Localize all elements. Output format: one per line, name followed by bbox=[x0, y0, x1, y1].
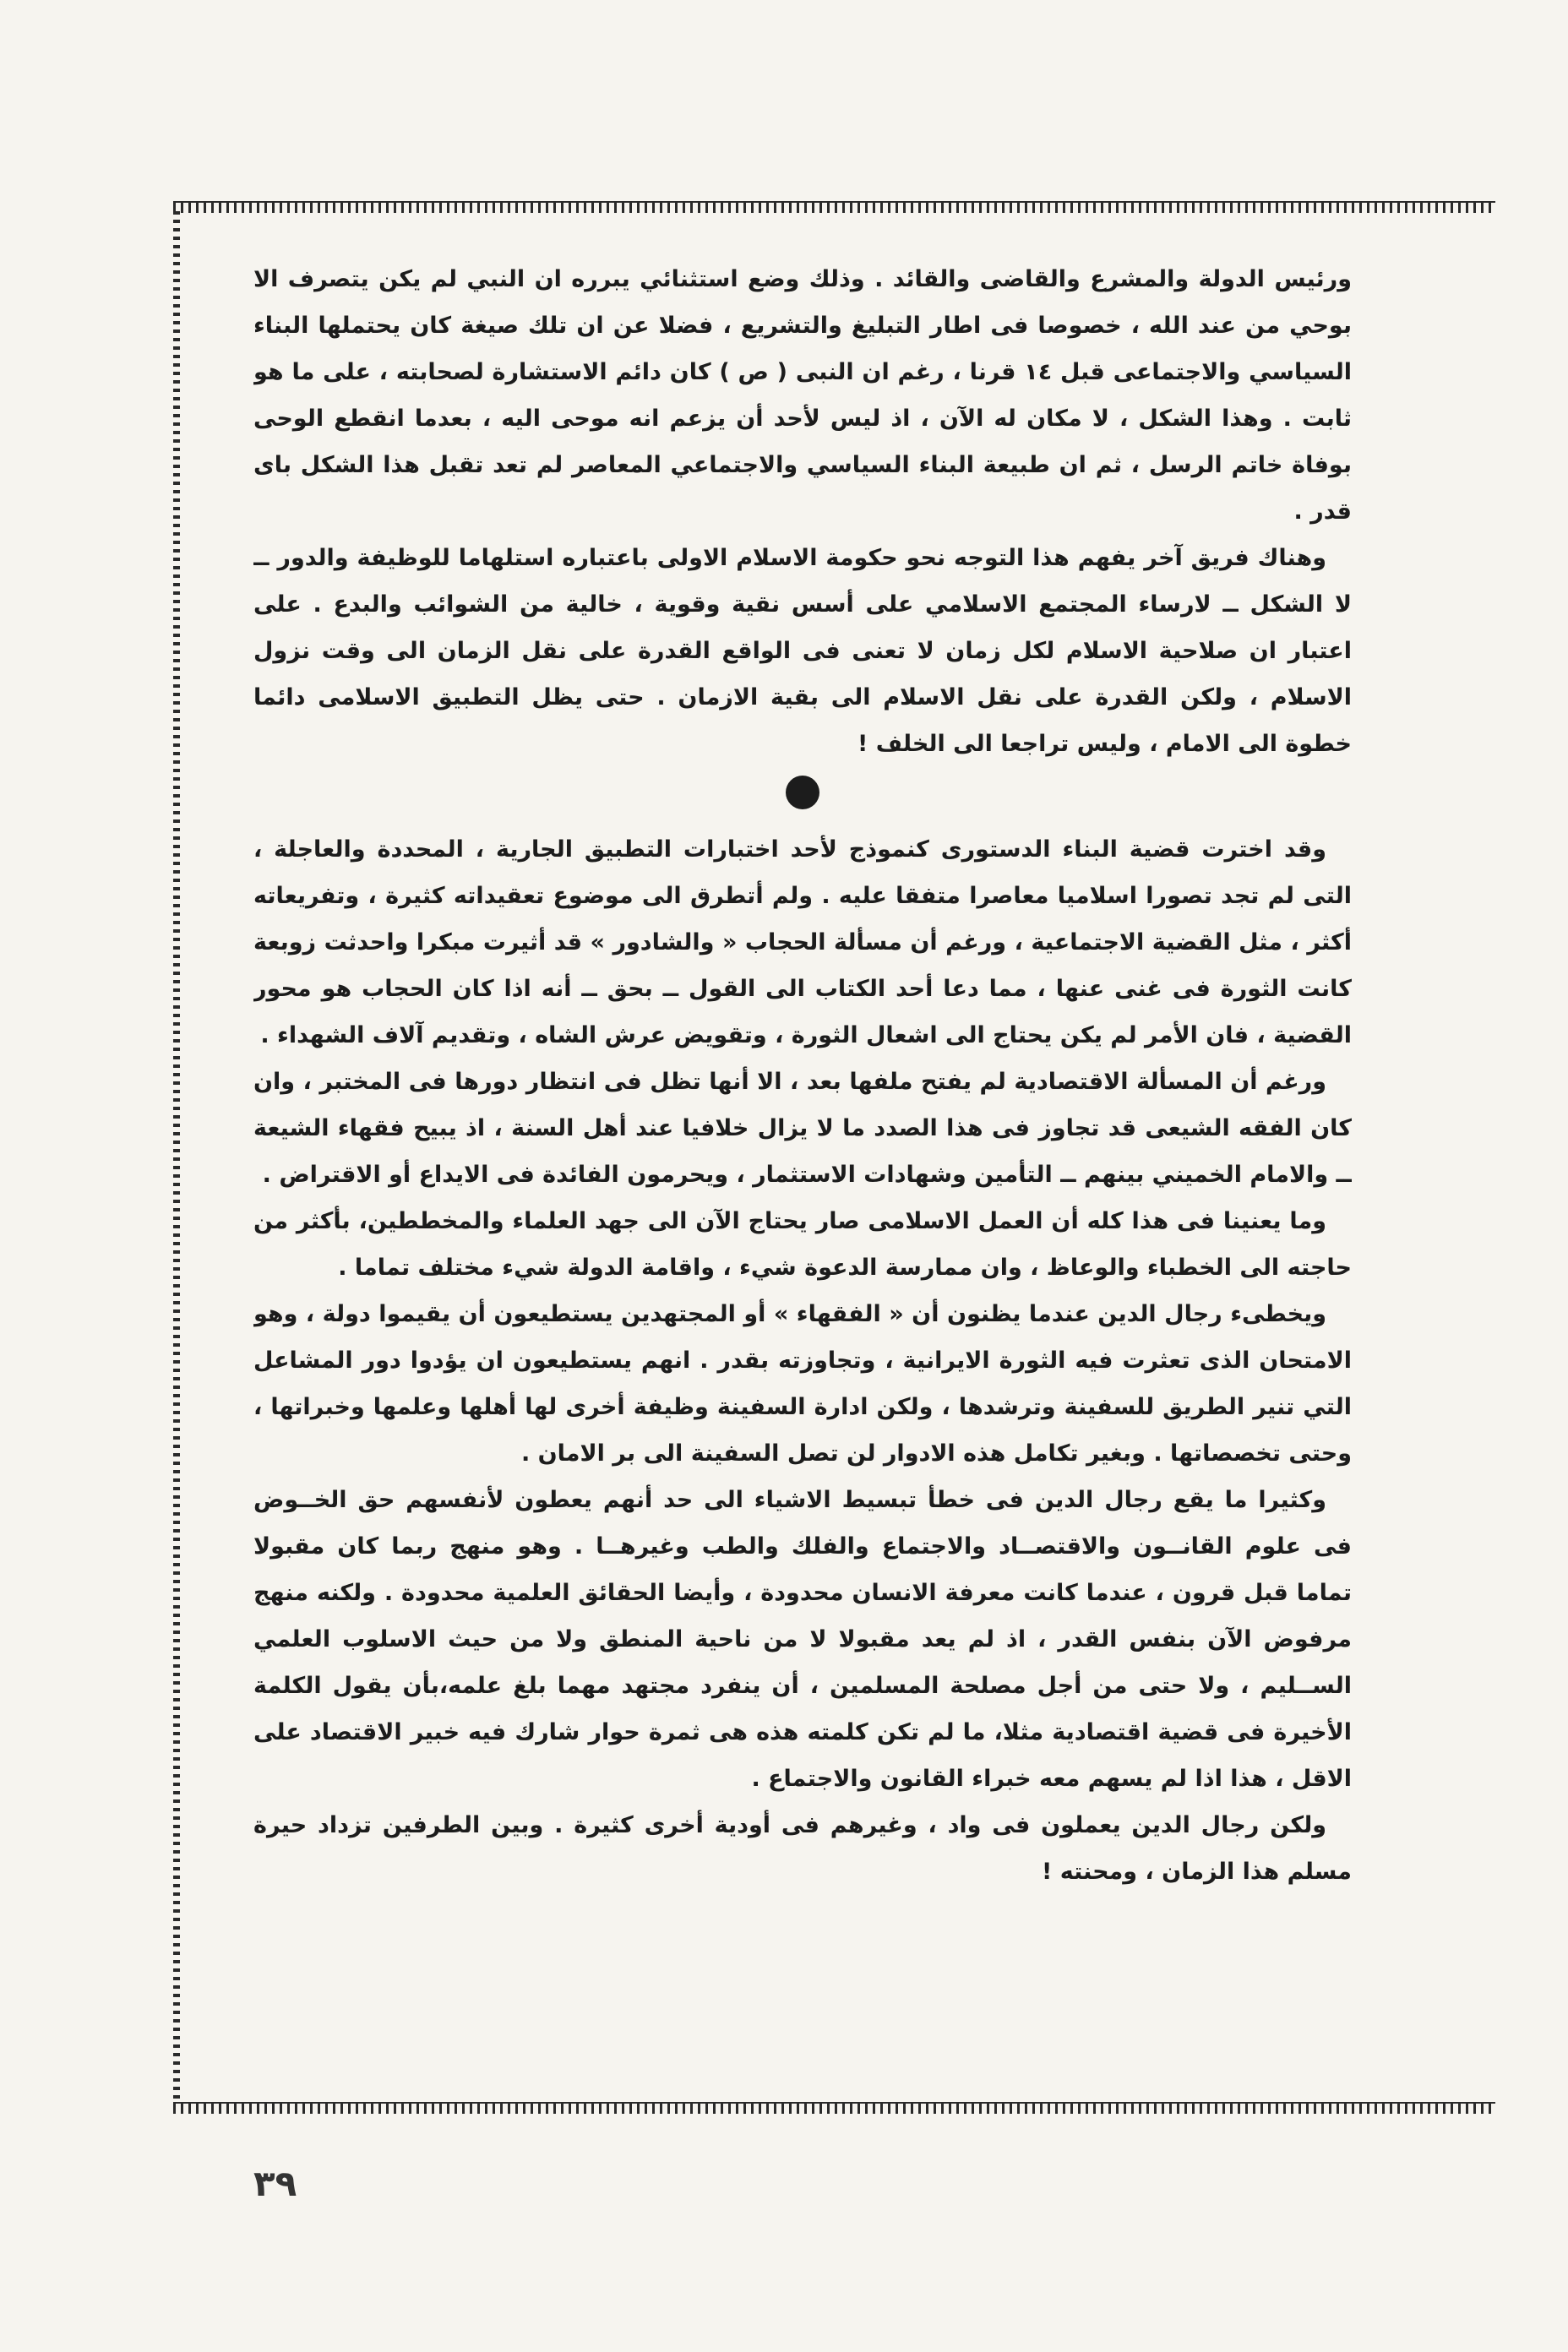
bottom-border-rule bbox=[173, 2102, 1495, 2114]
top-border-rule bbox=[173, 201, 1495, 213]
paragraph: ورئيس الدولة والمشرع والقاضى والقائد . وذلك وضع استثنائي يبرره ان النبي لم يكن يتصرف الا بوحي من عند الله ، خصوصا فى اطار التبليغ والتشريع ، فضلا عن ان تلك صيغة كان يحتملها البناء السياسي والاجتماعى قبل ١٤ قرنا ، رغم ان النبى ( ص ) كان دائم الاستشارة لصحابته ، على ما هو ثابت . وهذا الشكل ، لا مكان له الآن ، اذ ليس لأحد أن يزعم انه موحى اليه ، بعدما انقطع الوحى بوفاة خاتم الرسل ، ثم ان طبيعة البناء السياسي والاجتماعي المعاصر لم تعد تقبل هذا الشكل باى قدر . bbox=[253, 266, 1352, 525]
paragraph: ورغم أن المسألة الاقتصادية لم يفتح ملفها بعد ، الا أنها تظل فى انتظار دورها فى المختبر ، وان كان الفقه الشيعى قد تجاوز فى هذا الصدد ما لا يزال خلافيا عند أهل السنة ، اذ يبيح فقهاء الشيعة ــ والامام الخميني بينهم ــ التأمين وشهادات الاستثمار ، ويحرمون الفائدة فى الايداع أو الاقتراض . bbox=[253, 1069, 1352, 1188]
bullet-dot-icon bbox=[786, 776, 819, 809]
paragraph: وهناك فريق آخر يفهم هذا التوجه نحو حكومة الاسلام الاولى باعتباره استلهاما للوظيفة والدور ــ لا الشكل ــ لارساء المجتمع الاسلامي على أسس نقية وقوية ، خالية من الشوائب والبدع . على اعتبار ان صلاحية الاسلام لكل زمان لا تعنى فى الواقع القدرة على نقل الزمان الى وقت نزول الاسلام ، ولكن القدرة على نقل الاسلام الى بقية الازمان . حتى يظل التطبيق الاسلامى دائما خطوة الى الامام ، وليس تراجعا الى الخلف ! bbox=[253, 545, 1352, 757]
left-border-rule bbox=[173, 211, 180, 2102]
section-separator bbox=[253, 767, 1352, 826]
paragraph: ولكن رجال الدين يعملون فى واد ، وغيرهم فى أودية أخرى كثيرة . وبين الطرفين تزداد حيرة مسلم هذا الزمان ، ومحنته ! bbox=[253, 1812, 1352, 1885]
paragraph: وقد اخترت قضية البناء الدستورى كنموذج لأحد اختبارات التطبيق الجارية ، المحددة والعاجلة ، التى لم تجد تصورا اسلاميا معاصرا متفقا عليه . ولم أتطرق الى موضوع تعقيداته كثيرة ، وتفريعاته أكثر ، مثل القضية الاجتماعية ، ورغم أن مسألة الحجاب « والشادور » قد أثيرت مبكرا واحدثت زوبعة كانت الثورة فى غنى عنها ، مما دعا أحد الكتاب الى القول ــ بحق ــ أنه اذا كان الحجاب هو محور القضية ، فان الأمر لم يكن يحتاج الى اشعال الثورة ، وتقويض عرش الشاه ، وتقديم آلاف الشهداء . bbox=[253, 836, 1352, 1048]
paragraph: وكثيرا ما يقع رجال الدين فى خطأ تبسيط الاشياء الى حد أنهم يعطون لأنفسهم حق الخــوض فى علوم القانــون والاقتصــاد والاجتماع والفلك والطب وغيرهــا . وهو منهج ربما كان مقبولا تماما قبل قرون ، عندما كانت معرفة الانسان محدودة ، وأيضا الحقائق العلمية محدودة . ولكنه منهج مرفوض الآن بنفس القدر ، اذ لم يعد مقبولا لا من ناحية المنطق ولا من حيث الاسلوب العلمي الســليم ، ولا حتى من أجل مصلحة المسلمين ، أن ينفرد مجتهد مهما بلغ علمه،بأن يقول الكلمة الأخيرة فى قضية اقتصادية مثلا، ما لم تكن كلمته هذه هى ثمرة حوار شارك فيه خبير الاقتصاد على الاقل ، هذا اذا لم يسهم معه خبراء القانون والاجتماع . bbox=[253, 1487, 1352, 1792]
article-body bbox=[253, 256, 1352, 2077]
page-number: ٣٩ bbox=[253, 2163, 297, 2204]
paragraph: ويخطىء رجال الدين عندما يظنون أن « الفقهاء » أو المجتهدين يستطيعون أن يقيموا دولة ، وهو الامتحان الذى تعثرت فيه الثورة الايرانية ، وتجاوزته بقدر . انهم يستطيعون ان يؤدوا دور المشاعل التي تنير الطريق للسفينة وترشدها ، ولكن ادارة السفينة وظيفة أخرى لها أهلها وعلمها وخبراتها ، وحتى تخصصاتها . وبغير تكامل هذه الادوار لن تصل السفينة الى بر الامان . bbox=[253, 1301, 1352, 1467]
paragraph: وما يعنينا فى هذا كله أن العمل الاسلامى صار يحتاج الآن الى جهد العلماء والمخططين، بأكثر من حاجته الى الخطباء والوعاظ ، وان ممارسة الدعوة شيء ، واقامة الدولة شيء مختلف تماما . bbox=[253, 1208, 1352, 1281]
